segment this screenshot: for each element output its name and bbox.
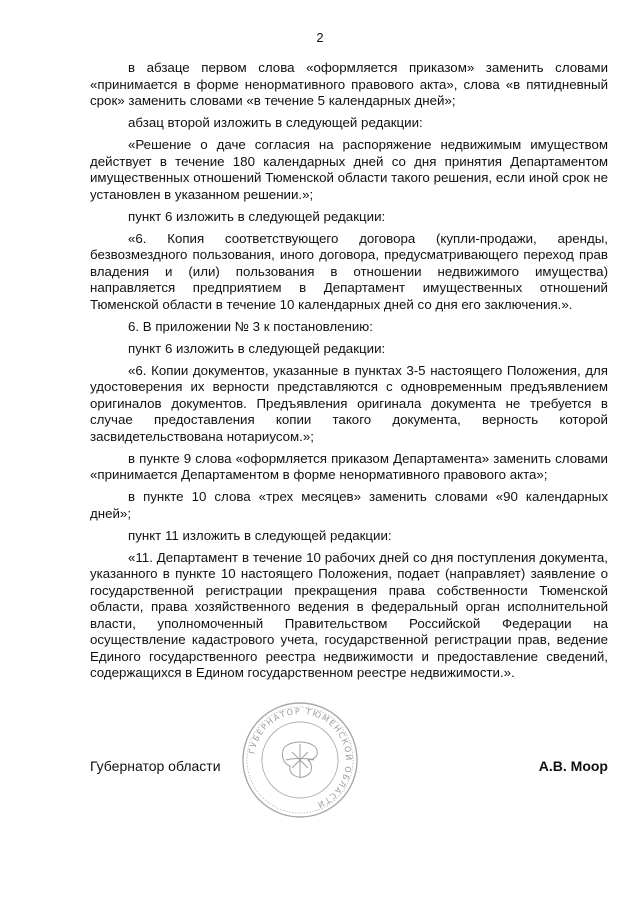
governor-title: Губернатор области [90,758,221,774]
paragraph-9: в пункте 9 слова «оформляется приказом Департамента» заменить словами «принимается Департаментом в форме ненормативного правового акта»; [90,450,608,482]
paragraph-10: в пункте 10 слова «трех месяцев» заменить словами «90 календарных дней»; [90,489,608,521]
svg-text:ГУБЕРНАТОР ТЮМЕНСКОЙ ОБЛАСТИ: ГУБЕРНАТОР ТЮМЕНСКОЙ ОБЛАСТИ [247,706,354,810]
signature-block [90,758,608,778]
paragraph-5: «6. Копия соответствующего договора (купли-продажи, аренды, безвозмездного пользования, иного договора, предусматривающего переход прав владения и (или) пользования в отношении недвижимого имущества) направляется предприятием в Департамент имущественных отношений Тюменской области в течение 10 календарных дней со дня его заключения.». [90,230,608,312]
governor-name: А.В. Моор [538,758,608,774]
paragraph-1: в абзаце первом слова «оформляется приказом» заменить словами «принимается в форме ненормативного правового акта», слова «в пятидневный срок» заменить словами «в течение 5 календарных дней»; [90,60,608,108]
paragraph-4: пункт 6 изложить в следующей редакции: [128,208,386,224]
paragraph-8: «6. Копии документов, указанные в пунктах 3-5 настоящего Положения, для удостоверения их верности представляются с одновременным предъявлением оригиналов документов. Предъявления оригинала документа не требуется в случае предоставления копии такого документа, верность которой засвидетельствована нотариусом.»; [90,362,608,444]
document-body [90,60,608,687]
paragraph-2: абзац второй изложить в следующей редакции: [128,115,423,130]
paragraph-12: «11. Департамент в течение 10 рабочих дней со дня поступления документа, указанного в пункте 10 настоящего Положения, подает (направляет) заявление о государственной регистрации прекращения права собственности Тюменской области, права хозяйственного ведения в федеральный орган исполнительной власти, уполномоченный Правительством Российской Федерации на осуществление кадастрового учета, государственной регистрации прав, ведение Единого государственного реестра недвижимости и предоставление сведений, содержащихся в Едином государственном реестре недвижимости.». [90,549,608,680]
paragraph-11: пункт 11 изложить в следующей редакции: [128,527,392,543]
paragraph-3: «Решение о даче согласия на распоряжение недвижимым имуществом действует в течение 180 календарных дней со дня принятия Департаментом имущественных отношений Тюменской области такого решения, если иной срок не установлен в указанном решении.»; [90,137,608,202]
paragraph-7: пункт 6 изложить в следующей редакции: [128,340,386,356]
page-number: 2 [316,30,324,45]
paragraph-6: 6. В приложении № 3 к постановлению: [128,318,373,334]
